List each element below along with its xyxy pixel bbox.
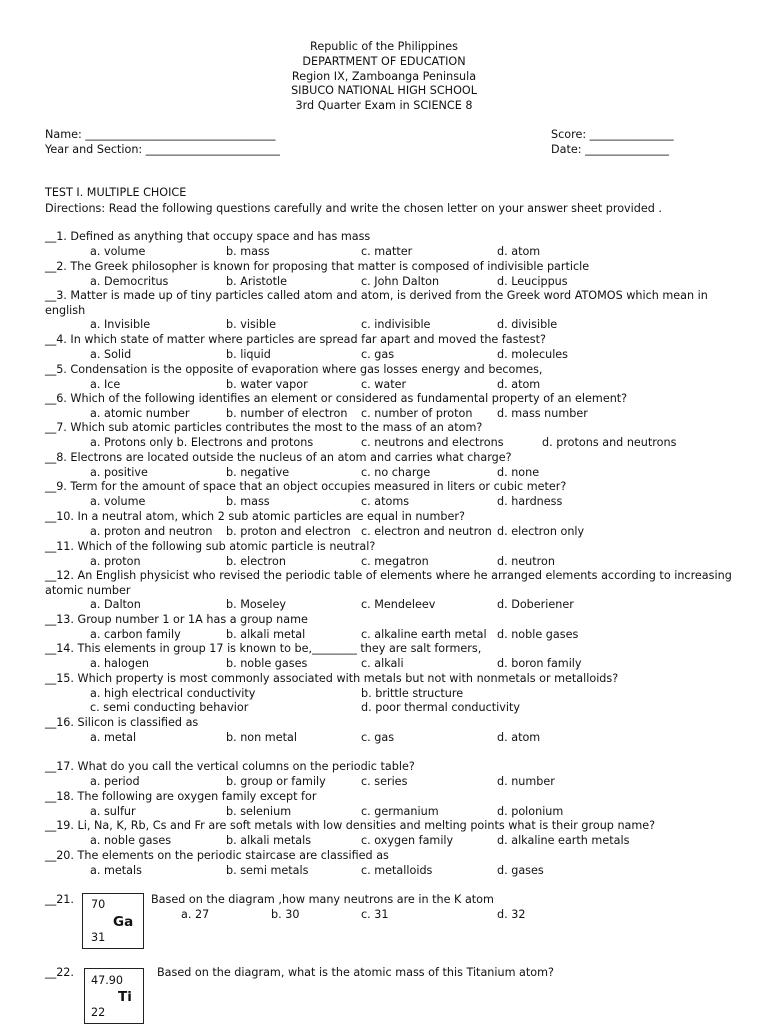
question-19-choice-b: b. alkali metals [226,833,312,847]
question-2-choice-b: b. Aristotle [226,274,288,288]
question-9-choice-d: d. hardness [497,494,563,508]
question-13-choice-b: b. alkali metal [226,627,306,641]
question-13-text: __13. Group number 1 or 1A has a group name [45,613,308,626]
question-10-choice-b: b. proton and electron [226,524,351,538]
question-20-choice-d: d. gases [497,863,544,877]
question-1-choice-a: a. volume [90,244,146,258]
question-17-choice-b: b. group or family [226,774,326,788]
question-10-text: __10. In a neutral atom, which 2 sub atomic particles are equal in number? [45,510,465,523]
q22-box-symbol: Ti [118,989,132,1005]
question-5-text: __5. Condensation is the opposite of evaporation where gas losses energy and becomes, [45,363,543,376]
year-section-field[interactable]: Year and Section: ________________________ [45,143,280,156]
question-1-choice-d: d. atom [497,244,541,258]
question-17-choice-a: a. period [90,774,140,788]
directions: Directions: Read the following questions carefully and write the chosen letter on your answer sheet provided . [45,202,662,215]
question-8-choice-c: c. no charge [361,465,431,479]
q21-choice-c: c. 31 [361,908,389,921]
question-9-choice-b: b. mass [226,494,270,508]
question-16-choice-a: a. metal [90,730,137,744]
question-7-text: __7. Which sub atomic particles contributes the most to the mass of an atom? [45,421,483,434]
q21-number: __21. [45,893,74,906]
question-3-text: __3. Matter is made up of tiny particles called atom and atom, is derived from the Greek word ATOMOS which mean in english [45,289,708,317]
question-9-choice-c: c. atoms [361,494,410,508]
question-4-choice-d: d. molecules [497,347,569,361]
date-field[interactable]: Date: _______________ [551,143,669,156]
question-11-choice-b: b. electron [226,554,286,568]
question-4-choice-a: a. Solid [90,347,132,361]
question-6-choice-b: b. number of electron [226,406,348,420]
question-19-choice-a: a. noble gases [90,833,172,847]
question-13-choice-d: d. noble gases [497,627,579,641]
question-3-choice-b: b. visible [226,318,276,332]
q21-choice-b: b. 30 [271,908,300,921]
q21-box-symbol: Ga [113,914,134,930]
question-12-choice-a: a. Dalton [90,598,141,612]
question-2-text: __2. The Greek philosopher is known for proposing that matter is composed of indivisible particle [45,260,590,273]
question-2-choice-c: c. John Dalton [361,274,440,288]
question-16-choice-b: b. non metal [226,730,297,744]
question-9-text: __9. Term for the amount of space that an object occupies measured in liters or cubic meter? [45,480,567,493]
q21-choice-d: d. 32 [497,908,526,921]
question-13-choice-a: a. carbon family [90,627,181,641]
q21-text: Based on the diagram ,how many neutrons are in the K atom [151,893,494,906]
question-11-text: __11. Which of the following sub atomic particle is neutral? [45,540,376,553]
test-title: TEST I. MULTIPLE CHOICE [45,186,187,199]
question-12-choice-b: b. Moseley [226,598,287,612]
question-1-choice-c: c. matter [361,244,413,258]
q22-text: Based on the diagram, what is the atomic mass of this Titanium atom? [157,966,554,979]
question-8-choice-d: d. none [497,465,540,479]
region-line: Region IX, Zamboanga Peninsula [291,70,477,83]
q22-number: __22. [45,966,74,979]
q22-box-top: 47.90 [91,974,124,987]
question-10-choice-d: d. electron only [497,524,585,538]
name-field[interactable]: Name: __________________________________ [45,128,276,141]
question-16-text: __16. Silicon is classified as [45,716,199,729]
q21-box-top: 70 [91,898,106,911]
question-5-choice-d: d. atom [497,377,541,391]
question-5-choice-b: b. water vapor [226,377,308,391]
republic-line: Republic of the Philippines [310,40,458,53]
question-20-choice-c: c. metalloids [361,863,433,877]
question-2-choice-d: d. Leucippus [497,274,568,288]
question-17-choice-d: d. number [497,774,555,788]
question-5-choice-c: c. water [361,377,407,391]
question-16-choice-c: c. gas [361,730,395,744]
question-6-choice-c: c. number of proton [361,406,473,420]
question-17-text: __17. What do you call the vertical columns on the periodic table? [45,760,415,773]
question-3-choice-a: a. Invisible [90,318,151,332]
question-4-text: __4. In which state of matter where particles are spread far apart and moved the fastest? [45,333,546,346]
question-7-choice-d: d. protons and neutrons [542,435,677,449]
question-17-choice-c: c. series [361,774,408,788]
question-5-choice-a: a. Ice [90,377,121,391]
question-6-text: __6. Which of the following identifies an element or considered as fundamental property of an element? [45,392,628,405]
q22-element-box [84,968,144,1024]
question-10-choice-a: a. proton and neutron [90,524,213,538]
question-7-choice-c: c. neutrons and electrons [361,435,504,449]
question-2-choice-a: a. Democritus [90,274,169,288]
question-18-text: __18. The following are oxygen family except for [45,790,317,803]
question-8-choice-a: a. positive [90,465,148,479]
question-12-choice-c: c. Mendeleev [361,598,436,612]
question-14-choice-b: b. noble gases [226,656,308,670]
question-19-text: __19. Li, Na, K, Rb, Cs and Fr are soft metals with low densities and melting points what is their group name? [45,819,656,832]
question-18-choice-c: c. germanium [361,804,439,818]
question-18-choice-d: d. polonium [497,804,564,818]
question-14-choice-c: c. alkali [361,656,404,670]
question-15-choice-b: b. brittle structure [361,686,464,700]
question-9-choice-a: a. volume [90,494,146,508]
q21-choice-a: a. 27 [181,908,210,921]
question-8-choice-b: b. negative [226,465,290,479]
question-6-choice-a: a. atomic number [90,406,190,420]
question-12-choice-d: d. Doberiener [497,598,574,612]
question-16-choice-d: d. atom [497,730,541,744]
question-1-text: __1. Defined as anything that occupy space and has mass [45,230,371,243]
exam-title: 3rd Quarter Exam in SCIENCE 8 [295,99,473,112]
question-19-choice-d: d. alkaline earth metals [497,833,630,847]
question-18-choice-b: b. selenium [226,804,292,818]
q21-box-bottom: 31 [91,931,106,944]
question-6-choice-d: d. mass number [497,406,588,420]
question-11-choice-c: c. megatron [361,554,429,568]
question-14-choice-a: a. halogen [90,656,149,670]
question-4-choice-b: b. liquid [226,347,271,361]
school-line: SIBUCO NATIONAL HIGH SCHOOL [291,84,477,97]
score-field[interactable]: Score: _______________ [551,128,674,141]
q22-box-bottom: 22 [91,1006,106,1019]
department-line: DEPARTMENT OF EDUCATION [302,55,466,68]
question-20-text: __20. The elements on the periodic staircase are classified as [45,849,389,862]
question-4-choice-c: c. gas [361,347,395,361]
question-19-choice-c: c. oxygen family [361,833,454,847]
question-14-choice-d: d. boron family [497,656,582,670]
question-7-choice-a: a. Protons only b. Electrons and protons [90,435,314,449]
question-18-choice-a: a. sulfur [90,804,136,818]
question-8-text: __8. Electrons are located outside the nucleus of an atom and carries what charge? [45,451,512,464]
question-15-choice-c: c. semi conducting behavior [90,701,249,715]
question-3-choice-c: c. indivisible [361,318,431,332]
question-12-text: __12. An English physicist who revised the periodic table of elements where he arranged elements according to increasing atomic number [45,569,732,597]
question-15-choice-d: d. poor thermal conductivity [361,701,521,715]
question-13-choice-c: c. alkaline earth metal [361,627,487,641]
question-15-choice-a: a. high electrical conductivity [90,686,256,700]
q21-element-box [82,893,144,949]
question-14-text: __14. This elements in group 17 is known to be,________ they are salt formers, [45,642,482,655]
question-1-choice-b: b. mass [226,244,270,258]
question-11-choice-a: a. proton [90,554,141,568]
question-20-choice-a: a. metals [90,863,142,877]
question-15-text: __15. Which property is most commonly associated with metals but not with nonmetals or metalloids? [45,672,619,685]
question-20-choice-b: b. semi metals [226,863,309,877]
question-11-choice-d: d. neutron [497,554,555,568]
question-3-choice-d: d. divisible [497,318,558,332]
question-10-choice-c: c. electron and neutron [361,524,492,538]
